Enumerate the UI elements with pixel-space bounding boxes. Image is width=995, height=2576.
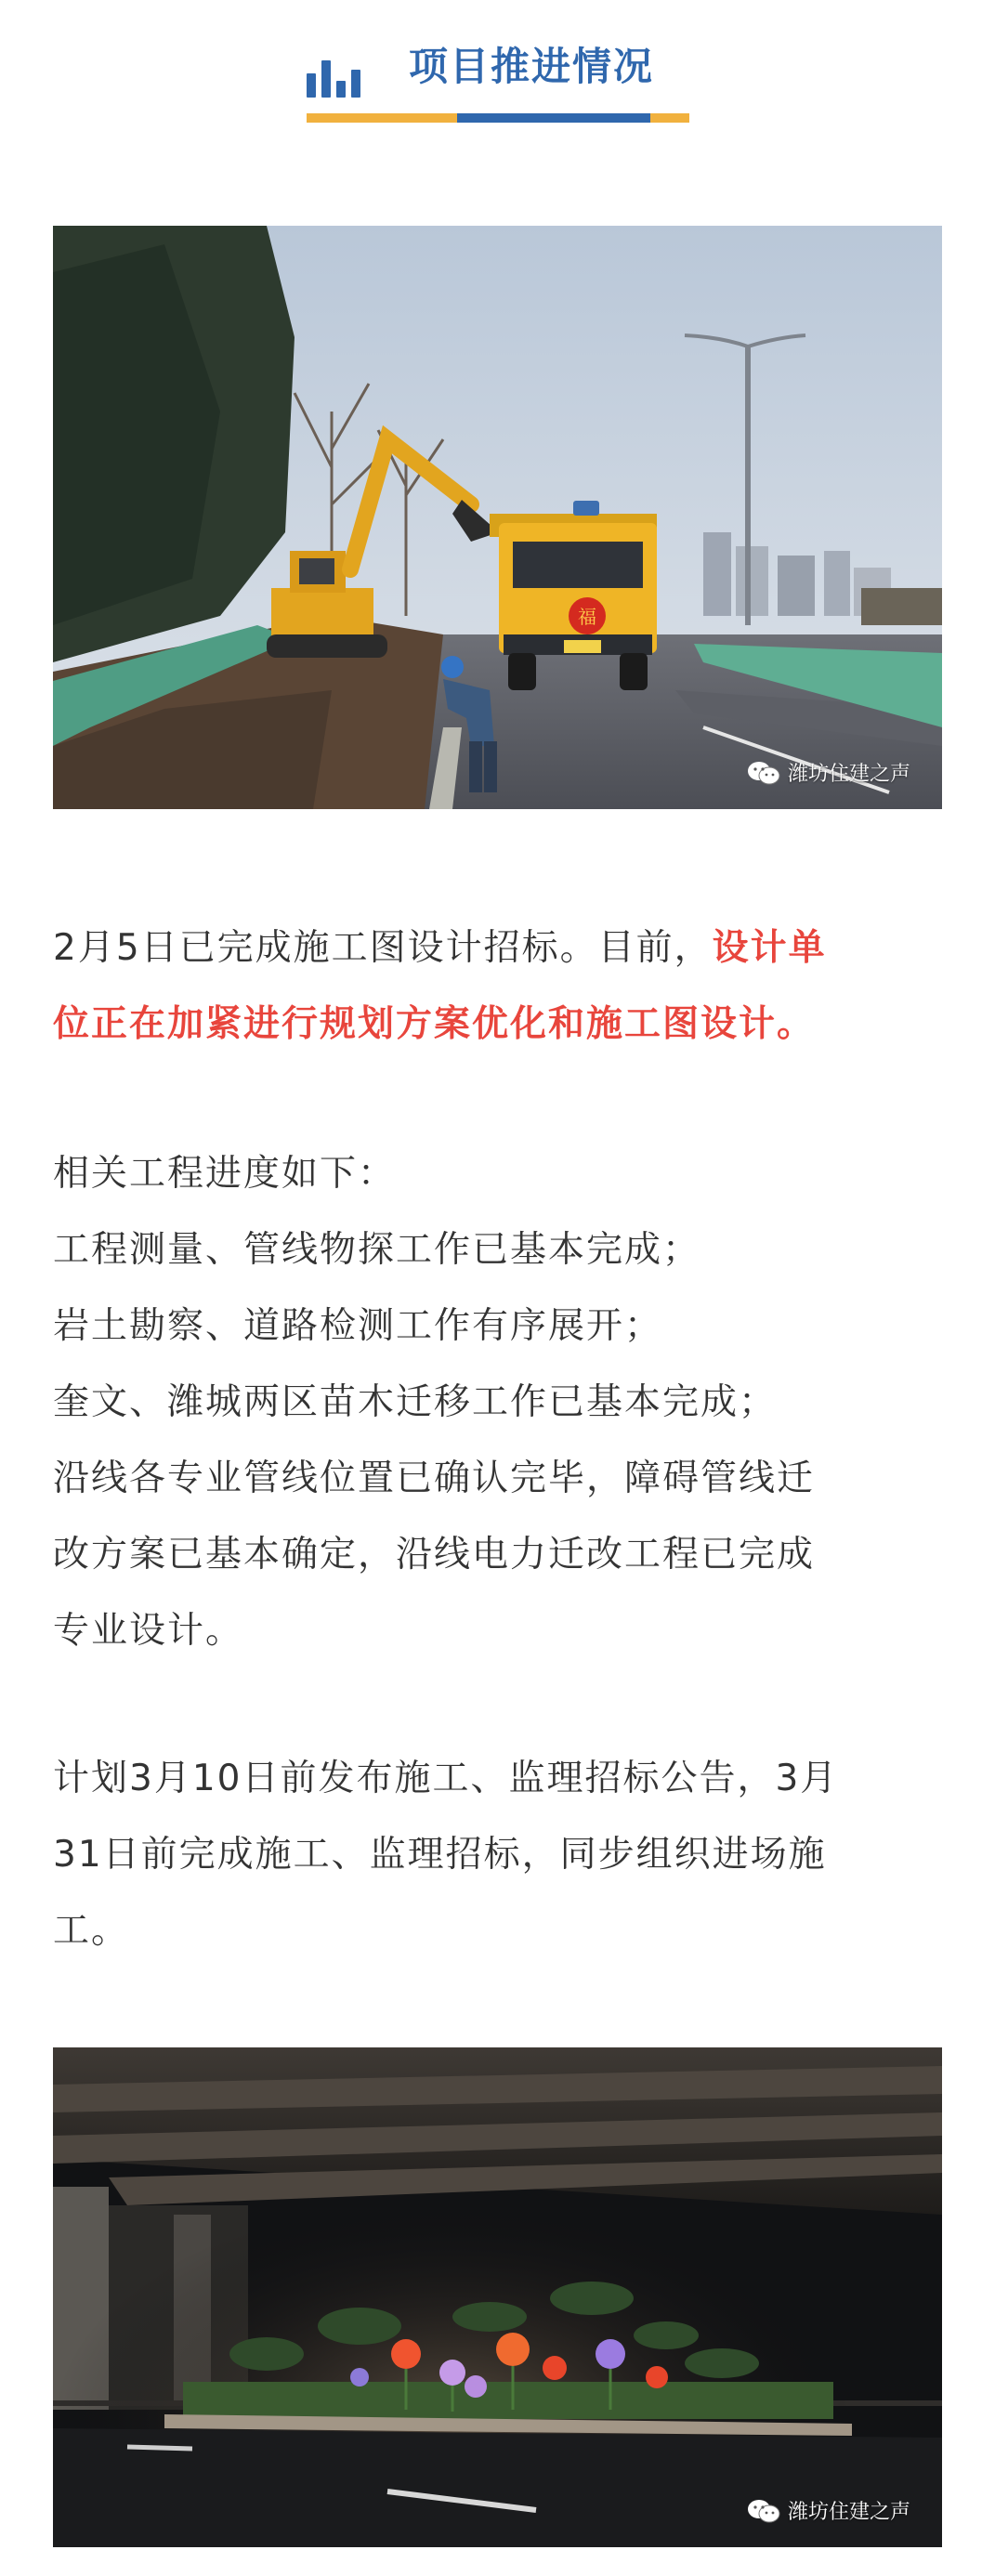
construction-photo[interactable] xyxy=(53,226,942,809)
watermark-text: 潍坊住建之声 xyxy=(787,2501,910,2524)
paragraph-text: 2月5日已完成施工图设计招标。目前， xyxy=(53,927,713,969)
wechat-icon xyxy=(747,2499,780,2523)
paragraph-tender xyxy=(53,910,945,1063)
highlight-text: 设计单 xyxy=(712,927,827,969)
progress-item: 改方案已基本确定，沿线电力迁改工程已完成 xyxy=(53,1534,816,1576)
plan-text: 工。 xyxy=(53,1910,130,1952)
photo-watermark xyxy=(747,2496,910,2525)
plan-text: 计划3月10日前发布施工、监理招标公告，3月 xyxy=(53,1758,839,1799)
title-underline-middle xyxy=(457,113,650,123)
underpass-rendering[interactable] xyxy=(53,2047,942,2547)
photo-watermark xyxy=(747,758,910,787)
paragraph-progress xyxy=(53,1136,945,1669)
section-title: 项目推进情况 xyxy=(409,44,655,89)
title-underline-right xyxy=(650,113,689,123)
svg-text:福: 福 xyxy=(578,606,596,628)
highlight-text: 位正在加紧进行规划方案优化和施工图设计。 xyxy=(53,1003,816,1045)
progress-item: 奎文、潍城两区苗木迁移工作已基本完成； xyxy=(53,1381,778,1423)
title-underline-left xyxy=(307,113,457,123)
progress-intro: 相关工程进度如下： xyxy=(53,1153,397,1195)
wechat-icon xyxy=(747,761,780,785)
plan-text: 31日前完成施工、监理招标，同步组织进场施 xyxy=(53,1834,827,1876)
progress-item: 沿线各专业管线位置已确认完毕，障碍管线迁 xyxy=(53,1458,816,1499)
construction-scene xyxy=(53,226,942,809)
underpass-scene xyxy=(53,2047,942,2547)
section-header xyxy=(0,0,995,130)
paragraph-plan xyxy=(53,1741,945,1969)
bar-chart-icon xyxy=(307,60,372,98)
progress-item: 岩土勘察、道路检测工作有序展开； xyxy=(53,1305,663,1347)
progress-item: 专业设计。 xyxy=(53,1610,244,1652)
progress-item: 工程测量、管线物探工作已基本完成； xyxy=(53,1229,701,1271)
watermark-text: 潍坊住建之声 xyxy=(787,763,910,786)
